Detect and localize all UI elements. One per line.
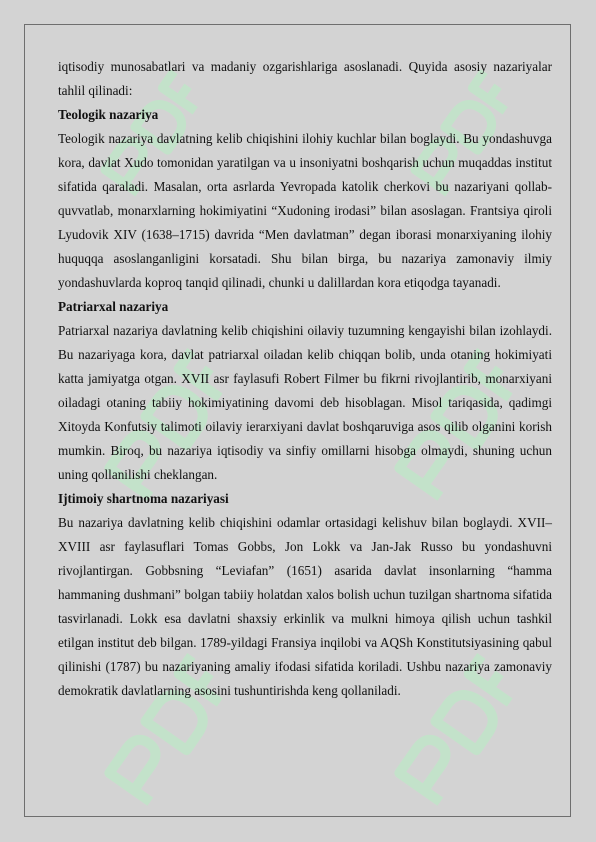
section-heading-ijtimoiy-shartnoma: Ijtimoiy shartnoma nazariyasi — [58, 491, 229, 506]
section-heading-teologik: Teologik nazariya — [58, 107, 159, 122]
intro-paragraph: iqtisodiy munosabatlari va madaniy ozgarishlariga asoslanadi. Quyida asosiy nazariyalar tahlil qilinadi: — [58, 59, 552, 98]
document-body — [58, 55, 552, 703]
section-body-teologik: Teologik nazariya davlatning kelib chiqishini ilohiy kuchlar bilan boglaydi. Bu yondashuvga kora, davlat Xudo tomonidan yaratilgan va u insoniyatni boshqarish uchun muqaddas institut sifatida qaraladi. Masalan, orta asrlarda Yevropada katolik cherkovi bu nazariyani qollab-quvvatlab, monarxlarning hokimiyatini “Xudoning irodasi” bilan asoslagan. Frantsiya qiroli Lyudovik XIV (1638–1715) davrida “Men davlatman” degan iborasi monarxiyaning ilohiy huquqqa asoslanganligini korsatadi. Shu bilan birga, bu nazariya zamonaviy ilmiy yondashuvlarda koproq tanqid qilinadi, chunki u dalillardan kora etiqodga tayanadi. — [58, 131, 552, 290]
section-body-patriarxal: Patriarxal nazariya davlatning kelib chiqishini oilaviy tuzumning kengayishi bilan izohlaydi. Bu nazariyaga kora, davlat patriarxal oiladan kelib chiqqan bolib, unda otaning hokimiyati katta jamiyatga otgan. XVII asr faylasufi Robert Filmer bu fikrni rivojlantirib, monarxiyani oiladagi otaning tabiiy hokimiyatining davomi deb hisoblagan. Misol tariqasida, qadimgi Xitoyda Konfutsiy talimoti oilaviy ierarxiyani davlat boshqaruviga asos qilib olganini korish mumkin. Biroq, bu nazariya iqtisodiy va sinfiy omillarni hisobga olmaydi, shuning uchun uning qollanilishi cheklangan. — [58, 323, 552, 482]
section-heading-patriarxal: Patriarxal nazariya — [58, 299, 169, 314]
section-body-ijtimoiy-shartnoma: Bu nazariya davlatning kelib chiqishini odamlar ortasidagi kelishuv bilan boglaydi. XVII–XVIII asr faylasuflari Tomas Gobbs, Jon Lokk va Jan-Jak Russo bu yondashuvni rivojlantirgan. Gobbsning “Leviafan” (1651) asarida davlat insonlarning “hamma hammaning dushmani” bolgan tabiiy holatdan xalos bolish uchun tuzilgan shartnoma sifatida tasvirlanadi. Lokk esa davlatni shaxsiy erkinlik va mulkni himoya qilish uchun tashkil etilgan institut deb bilgan. 1789-yildagi Fransiya inqilobi va AQSh Konstitutsiyasining qabul qilinishi (1787) bu nazariyaning amaliy ifodasi sifatida koriladi. Ushbu nazariya zamonaviy demokratik davlatlarning asosini tushuntirishda keng qollaniladi. — [58, 515, 552, 698]
